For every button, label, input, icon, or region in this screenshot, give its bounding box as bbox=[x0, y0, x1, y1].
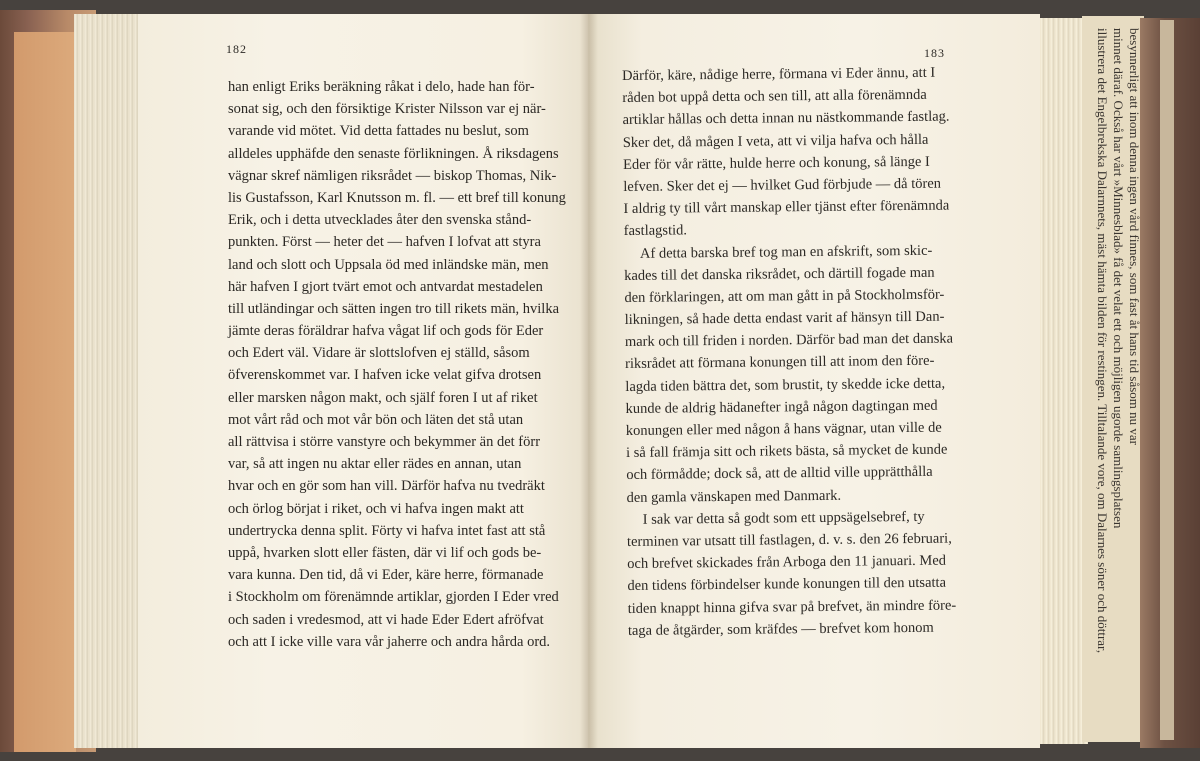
left-page-text bbox=[228, 76, 566, 653]
cover-left-inner bbox=[14, 32, 76, 752]
text-line: vara kunna. Den tid, då vi Eder, käre herre, förmanade bbox=[228, 567, 544, 584]
text-line: tiden knappt hinna gifva svar på brefvet, än mindre före- bbox=[627, 597, 957, 617]
text-line: var, så att ingen nu aktar eller rädes en annan, utan bbox=[228, 456, 522, 473]
text-line: fastlagstid. bbox=[623, 222, 688, 240]
text-line: minnet däraf. Också har vårt »Minnesblad» få det velat ett och möjligen ugorde samlingsplatsen bbox=[1111, 28, 1126, 529]
text-line: i Stockholm om förenämnde artiklar, gjorden I Eder vred bbox=[228, 589, 559, 606]
text-line: terminen var utsatt till fastlagen, d. v. s. den 26 februari, bbox=[626, 530, 952, 550]
book-gutter bbox=[580, 14, 598, 748]
text-line: likningen, så hade detta endast varit af hänsyn till Dan- bbox=[624, 308, 945, 329]
text-line: alldeles upphäfde den senaste förlikningen. Å riksdagens bbox=[228, 145, 559, 162]
text-line: vägnar skref nämligen riksrådet — biskop Thomas, Nik- bbox=[228, 167, 557, 184]
text-line: kunde de aldrig hädanefter ingå någon dagtingan med bbox=[625, 397, 938, 417]
text-line: lis Gustafsson, Karl Knutsson m. fl. — ett bref till konung bbox=[228, 189, 566, 206]
text-line: han enligt Eriks beräkning råkat i delo, hade han för- bbox=[228, 79, 535, 95]
text-line: här hafven I gjort tvärt emot och antvardat mestadelen bbox=[228, 278, 543, 295]
text-line: hvar och en gör som han vill. Därför hafva nu tvedräkt bbox=[228, 478, 545, 495]
text-line: Därför, käre, nådige herre, förmana vi Eder ännu, att I bbox=[622, 64, 936, 84]
text-line: Eder för vår rätte, hulde herre och konung, så länge I bbox=[622, 153, 930, 173]
text-line: Af detta barska bref tog man en afskrift, som skic- bbox=[639, 242, 933, 262]
text-line: den gamla vänskapen med Danmark. bbox=[626, 487, 842, 506]
text-line: lefven. Sker det ej — hvilket Gud förbjude — då tören bbox=[623, 175, 942, 195]
text-line: sonat sig, och den försiktige Krister Nilsson var ej när- bbox=[228, 101, 546, 118]
text-line: den tidens förbindelser kunde konungen till den utsatta bbox=[627, 574, 947, 595]
insert-sheet-text bbox=[1090, 28, 1142, 728]
text-line: öfverenskommet var. I hafven icke velat gifva drotsen bbox=[228, 367, 542, 384]
text-line: mot vårt råd och mot vår bön och läten det stå utan bbox=[228, 411, 524, 428]
text-line: besynnerligt att inom denna ingen vård finnes, som fast åt hans tid såsom nu var bbox=[1127, 28, 1142, 445]
text-line: riksrådet att förmana konungen till att inom den före- bbox=[625, 353, 935, 373]
text-line: punkten. Först — heter det — hafven I lofvat att styra bbox=[228, 234, 541, 251]
text-line: uppå, hvarken slott eller fästen, där vi lif och gods be- bbox=[228, 544, 542, 561]
text-line: illustrera det Engelbrekska Dalarnnets, mäst hämta bilden för restingen. Tilltalande vore, om Dalarnes söner och döttrar, bbox=[1095, 28, 1110, 654]
left-page-number: 182 bbox=[226, 42, 247, 56]
text-line: lagda tiden bättra det, som brustit, ty skedde icke detta, bbox=[625, 375, 946, 395]
text-line: och saden i vredesmod, att vi hade Eder Edert afröfvat bbox=[228, 611, 544, 628]
text-line: undertrycka denna split. Förty vi hafva intet fast att stå bbox=[228, 522, 546, 539]
text-line: eller marsken någon makt, och själf foren I ut af riket bbox=[228, 389, 538, 406]
right-page-text bbox=[622, 61, 963, 641]
text-line: råden bot uppå detta och sen till, att alla förenämnda bbox=[622, 86, 927, 107]
text-line: och örlog börjat i riket, och vi hafva ingen makt att bbox=[228, 500, 524, 517]
text-line: taga de åtgärder, som kräfdes — brefvet kom honom bbox=[627, 619, 934, 639]
right-page-number: 183 bbox=[924, 46, 945, 60]
text-line: den förklaringen, att om man gått in på Stockholmsför- bbox=[624, 286, 945, 306]
insert-sheet-rotated-text bbox=[1094, 28, 1142, 728]
text-line: Erik, och i detta utvecklades åter den svenska stånd- bbox=[228, 212, 532, 229]
text-line: jämte deras föräldrar hafva vågat lif och gods för Eder bbox=[228, 323, 544, 340]
cover-right-strip bbox=[1160, 20, 1174, 740]
text-line: och Edert väl. Vidare är slottslofven ej ställd, såsom bbox=[228, 345, 530, 362]
text-line: artiklar hållas och detta innan nu nästkommande fastlag. bbox=[622, 108, 950, 129]
text-line: konungen eller med någon å hans vägnar, utan ville de bbox=[625, 419, 942, 439]
text-line: och att I icke ville vara vår jaherre och andra hårda ord. bbox=[228, 633, 551, 650]
page-edges-left bbox=[74, 14, 140, 748]
text-line: land och slott och Uppsala öd med inländske män, men bbox=[228, 256, 549, 273]
text-line: I sak var detta så godt som ett uppsägelsebref, ty bbox=[642, 508, 925, 528]
text-line: mark och till friden i norden. Därför bad man det danska bbox=[624, 330, 954, 351]
text-line: och förmådde; dock så, att de alltid ville upprätthålla bbox=[626, 464, 933, 484]
text-line: Sker det, då mågen I veta, att vi vilja hafva och hålla bbox=[622, 131, 929, 151]
text-line: till utländingar och sätten ingen tro till rikets män, hvilka bbox=[228, 300, 560, 317]
text-line: varande vid mötet. Vid detta fattades nu beslut, som bbox=[228, 123, 529, 140]
text-line: all rättvisa i större vanstyre och bekymmer än det förr bbox=[228, 434, 541, 450]
text-line: och brefvet skickades från Arboga den 11 januari. Med bbox=[627, 552, 947, 573]
text-line: I aldrig ty till vårt manskap eller tjänst efter förenämnda bbox=[623, 197, 950, 218]
text-line: i så fall främja sitt och rikets bästa, så mycket de kunde bbox=[625, 441, 948, 462]
page-edges-right bbox=[1040, 18, 1088, 744]
text-line: kades till det danska riksrådet, och därtill fogade man bbox=[624, 264, 935, 284]
